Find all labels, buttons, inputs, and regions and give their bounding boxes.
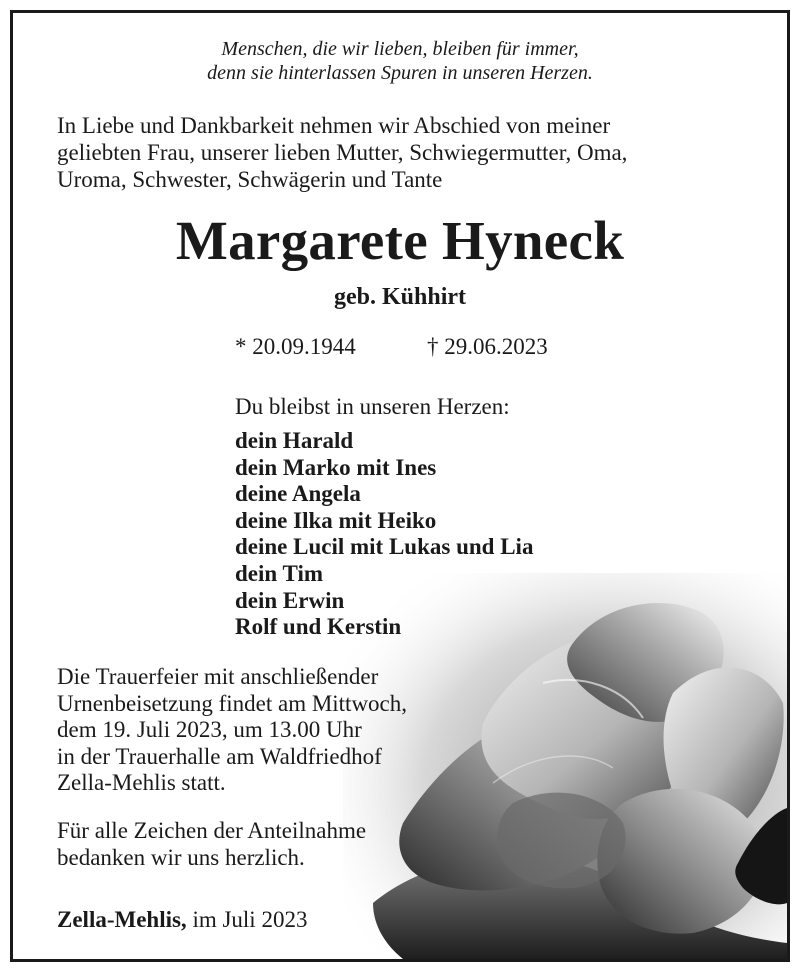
birth-date: * 20.09.1944 [235, 334, 356, 359]
thanks-line-1: Für alle Zeichen der Anteilnahme [57, 818, 367, 843]
quote-line-1: Menschen, die wir lieben, bleiben für immer, [221, 38, 579, 60]
intro-line-3: Uroma, Schwester, Schwägerin und Tante [57, 167, 443, 192]
birth-name: geb. Kühhirt [333, 284, 467, 310]
service-line-5: Zella-Mehlis statt. [57, 770, 226, 795]
service-info [57, 664, 407, 797]
closing-place: Zella-Mehlis, [57, 907, 187, 932]
family-member: dein Marko mit Ines [235, 454, 437, 480]
intro-line-2: geliebten Frau, unserer lieben Mutter, Schwiegermutter, Oma, [57, 140, 628, 165]
obituary-notice [10, 10, 790, 962]
family-member: dein Harald [235, 428, 354, 453]
death-date: † 29.06.2023 [427, 334, 548, 359]
quote-line-2: denn sie hinterlassen Spuren in unseren Herzen. [207, 62, 593, 84]
closing-date: im Juli 2023 [192, 907, 308, 932]
thanks-text [57, 818, 366, 871]
thanks-line-2: bedanken wir uns herzlich. [57, 844, 305, 870]
family-member: Rolf und Kerstin [235, 614, 402, 640]
family-member: dein Erwin [235, 587, 345, 613]
intro-line-1: In Liebe und Dankbarkeit nehmen wir Abschied von meiner [57, 113, 611, 138]
service-line-4: in der Trauerhalle am Waldfriedhof [57, 743, 382, 769]
family-member: deine Ilka mit Heiko [235, 507, 437, 533]
family-member: dein Tim [235, 560, 323, 586]
service-line-2: Urnenbeisetzung findet am Mittwoch, [57, 690, 408, 716]
family-member: deine Angela [235, 481, 361, 507]
family-member: deine Lucil mit Lukas und Lia [235, 534, 534, 560]
deceased-name: Margarete Hyneck [175, 210, 625, 271]
remembrance-line: Du bleibst in unseren Herzen: [235, 394, 510, 419]
family-list [235, 428, 533, 641]
intro-text [57, 112, 757, 193]
service-line-1: Die Trauerfeier mit anschließender [57, 664, 379, 689]
closing-line [57, 906, 307, 934]
service-line-3: dem 19. Juli 2023, um 13.00 Uhr [57, 717, 362, 742]
